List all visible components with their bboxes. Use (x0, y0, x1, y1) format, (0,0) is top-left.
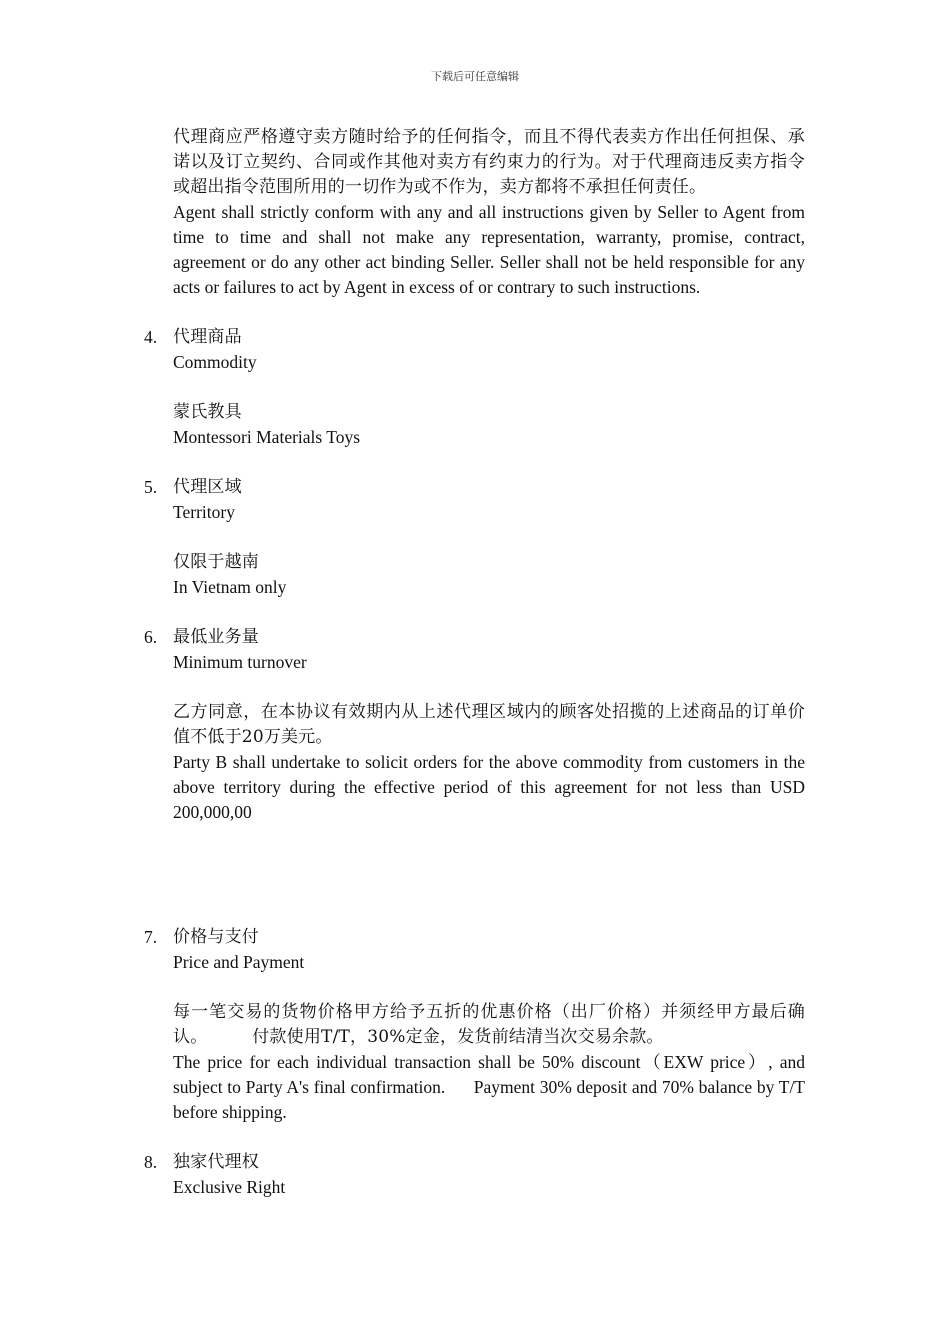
section-exclusive-right (144, 1150, 805, 1200)
section-body-zh: 蒙氏教具 (173, 402, 242, 422)
section-body-en: The price for each individual transaction shall be 50% discount（EXW price）, and subject to Party A's final confirmation. Payment 30% deposit and 70% balance by T/T before shipping. (173, 1052, 810, 1122)
intro-paragraph-en: Agent shall strictly conform with any and all instructions given by Seller to Agent from time to time and shall not make any representation, warranty, promise, contract, agreement or do any other act binding Seller. Seller shall not be held responsible for any acts or failures to act by Agent in excess of or contrary to such instructions. (173, 202, 805, 297)
section-body-en: Montessori Materials Toys (173, 427, 361, 447)
section-title-en: Territory (173, 502, 235, 522)
section-number: 4. (144, 327, 158, 347)
section-body-en: In Vietnam only (173, 577, 287, 597)
section-body-zh: 乙方同意，在本协议有效期内从上述代理区域内的顾客处招揽的上述商品的订单价值不低于20万美元。 (173, 702, 805, 747)
page-header-note: 下载后可任意编辑 (431, 70, 519, 83)
document-body (144, 125, 810, 1200)
intro-paragraph-zh: 代理商应严格遵守卖方随时给予的任何指令，而且不得代表卖方作出任何担保、承诺以及订立契约、合同或作其他对卖方有约束力的行为。对于代理商违反卖方指令或超出指令范围所用的一切作为或不作为，卖方都将不承担任何责任。 (173, 127, 805, 197)
section-number: 7. (144, 927, 158, 947)
section-number: 8. (144, 1152, 158, 1172)
section-title-zh: 代理商品 (173, 327, 242, 347)
section-title-zh: 价格与支付 (173, 927, 259, 947)
section-title-en: Commodity (173, 352, 257, 372)
section-title-zh: 独家代理权 (173, 1152, 259, 1172)
section-title-zh: 代理区域 (173, 477, 242, 497)
section-title-zh: 最低业务量 (173, 627, 259, 647)
section-minimum-turnover (144, 625, 805, 825)
section-body-zh: 仅限于越南 (173, 552, 259, 572)
section-body-zh: 每一笔交易的货物价格甲方给予五折的优惠价格（出厂价格）并须经甲方最后确认。 付款使用T/T，30%定金，发货前结清当次交易余款。 (173, 1002, 805, 1047)
section-number: 5. (144, 477, 158, 497)
section-territory (144, 475, 805, 600)
section-price-and-payment (144, 925, 810, 1125)
section-title-en: Minimum turnover (173, 652, 307, 672)
section-body-en: Party B shall undertake to solicit orders for the above commodity from customers in the above territory during the effective period of this agreement for not less than USD 200,000,00 (173, 752, 805, 822)
section-title-en: Price and Payment (173, 952, 305, 972)
section-commodity (144, 325, 805, 450)
section-number: 6. (144, 627, 158, 647)
section-title-en: Exclusive Right (173, 1177, 286, 1197)
